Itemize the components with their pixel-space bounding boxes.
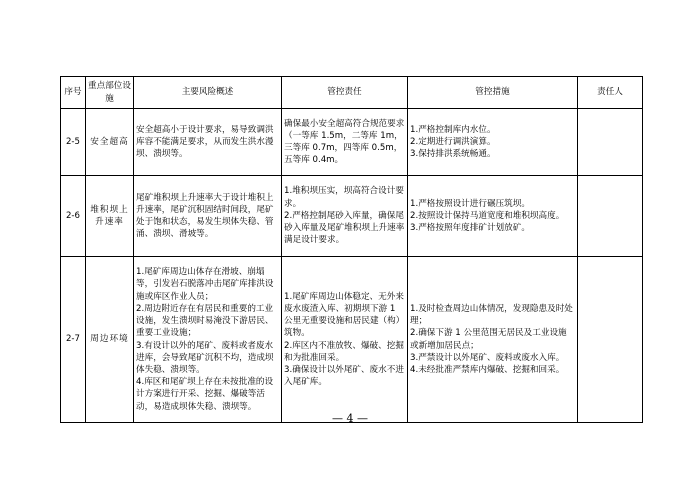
table-row bbox=[61, 176, 643, 257]
row-duty bbox=[282, 109, 408, 176]
measure-line: 1.严格控制库内水位。 bbox=[410, 124, 496, 135]
row-risk bbox=[134, 257, 282, 423]
row-site: 周边环境 bbox=[86, 257, 134, 423]
row-site: 安全超高 bbox=[86, 109, 134, 176]
risk-line: 安全超高小于设计要求，易导致调洪库容不能满足要求，从而发生洪水漫坝、溃坝等。 bbox=[136, 124, 274, 160]
row-owner bbox=[578, 176, 643, 257]
measure-line: 2.确保下游 1 公里范围无居民及工业设施或新增加居民点； bbox=[410, 328, 567, 351]
measure-line: 3.保持排洪系统畅通。 bbox=[410, 149, 496, 160]
row-duty bbox=[282, 176, 408, 257]
risk-line: 3.有设计以外的尾矿、废料或者废水进库，会导致尾矿沉积不均，造成坝体失稳、溃坝等。 bbox=[136, 340, 274, 375]
table-row bbox=[61, 257, 643, 423]
measure-line: 1.严格按照设计进行碾压筑坝。 bbox=[410, 198, 530, 209]
duty-line: 确保最小安全超高符合规范要求（一等库 1.5m，二等库 1m，三等库 0.7m，四等库 0.5m，五等库 0.4m。 bbox=[284, 118, 405, 166]
measure-line: 3.严禁设计以外尾矿、废料或废水入库。 bbox=[410, 352, 565, 363]
risk-control-table bbox=[60, 76, 643, 423]
header-owner: 责任人 bbox=[578, 77, 643, 109]
table-row bbox=[61, 109, 643, 176]
row-measures bbox=[408, 257, 578, 423]
header-site: 重点部位设施 bbox=[86, 77, 134, 109]
risk-line: 尾矿堆积坝上升速率大于设计堆积上升速率，尾矿沉积固结时间段，尾矿处于饱和状态，易发生坝体失稳、管涌、溃坝、滑坡等。 bbox=[136, 192, 274, 240]
header-risk: 主要风险概述 bbox=[134, 77, 282, 109]
row-site: 堆积坝上升速率 bbox=[86, 176, 134, 257]
header-duty: 管控责任 bbox=[282, 77, 408, 109]
row-owner bbox=[578, 109, 643, 176]
row-duty bbox=[282, 257, 408, 423]
duty-line: 2.严格控制尾砂入库量，确保尾砂入库量及尾矿堆积坝上升速率满足设计要求。 bbox=[284, 210, 405, 246]
row-seq: 2-5 bbox=[61, 109, 86, 176]
table-header-row bbox=[61, 77, 643, 109]
measure-line: 2.按照设计保持马道宽度和堆积坝高度。 bbox=[410, 210, 565, 221]
page-number: — 4 — bbox=[332, 412, 368, 425]
duty-line: 1.尾矿库周边山体稳定、无外来废水废渣入库、初期坝下游 1 公里无重要设施和居民建（构）筑物。 bbox=[284, 291, 405, 339]
row-seq: 2-7 bbox=[61, 257, 86, 423]
row-measures bbox=[408, 176, 578, 257]
measure-line: 2.定期进行调洪演算。 bbox=[410, 136, 496, 147]
row-risk bbox=[134, 176, 282, 257]
header-measures: 管控措施 bbox=[408, 77, 578, 109]
measure-line: 3.严格按照年度排矿计划放矿。 bbox=[410, 223, 530, 234]
risk-line: 1.尾矿库周边山体存在滑坡、崩塌等，引发岩石脱落冲击尾矿库排洪设施或库区作业人员； bbox=[136, 267, 274, 302]
duty-line: 2.库区内不准放牧、爆破、挖掘和为批准回采。 bbox=[284, 340, 404, 363]
row-risk bbox=[134, 109, 282, 176]
row-measures bbox=[408, 109, 578, 176]
measure-line: 4.未经批准严禁库内爆破、挖掘和回采。 bbox=[410, 364, 565, 375]
header-seq: 序号 bbox=[61, 77, 86, 109]
duty-line: 1.堆积坝压实，坝高符合设计要求。 bbox=[284, 186, 404, 209]
risk-line: 2.周边附近存在有居民和重要的工业设施，发生溃坝时易淹没下游居民、重要工业设施； bbox=[136, 303, 274, 339]
risk-line: 4.库区和尾矿坝上存在未按批准的设计方案进行开采、挖掘、爆破等活动，易造成坝体失稳、溃坝等。 bbox=[136, 377, 274, 412]
measure-line: 1.及时检查周边山体情况，发现隐患及时处理； bbox=[410, 303, 573, 327]
row-owner bbox=[578, 257, 643, 423]
duty-line: 3.确保设计以外尾矿、废水不进入尾矿库。 bbox=[284, 364, 404, 388]
row-seq: 2-6 bbox=[61, 176, 86, 257]
